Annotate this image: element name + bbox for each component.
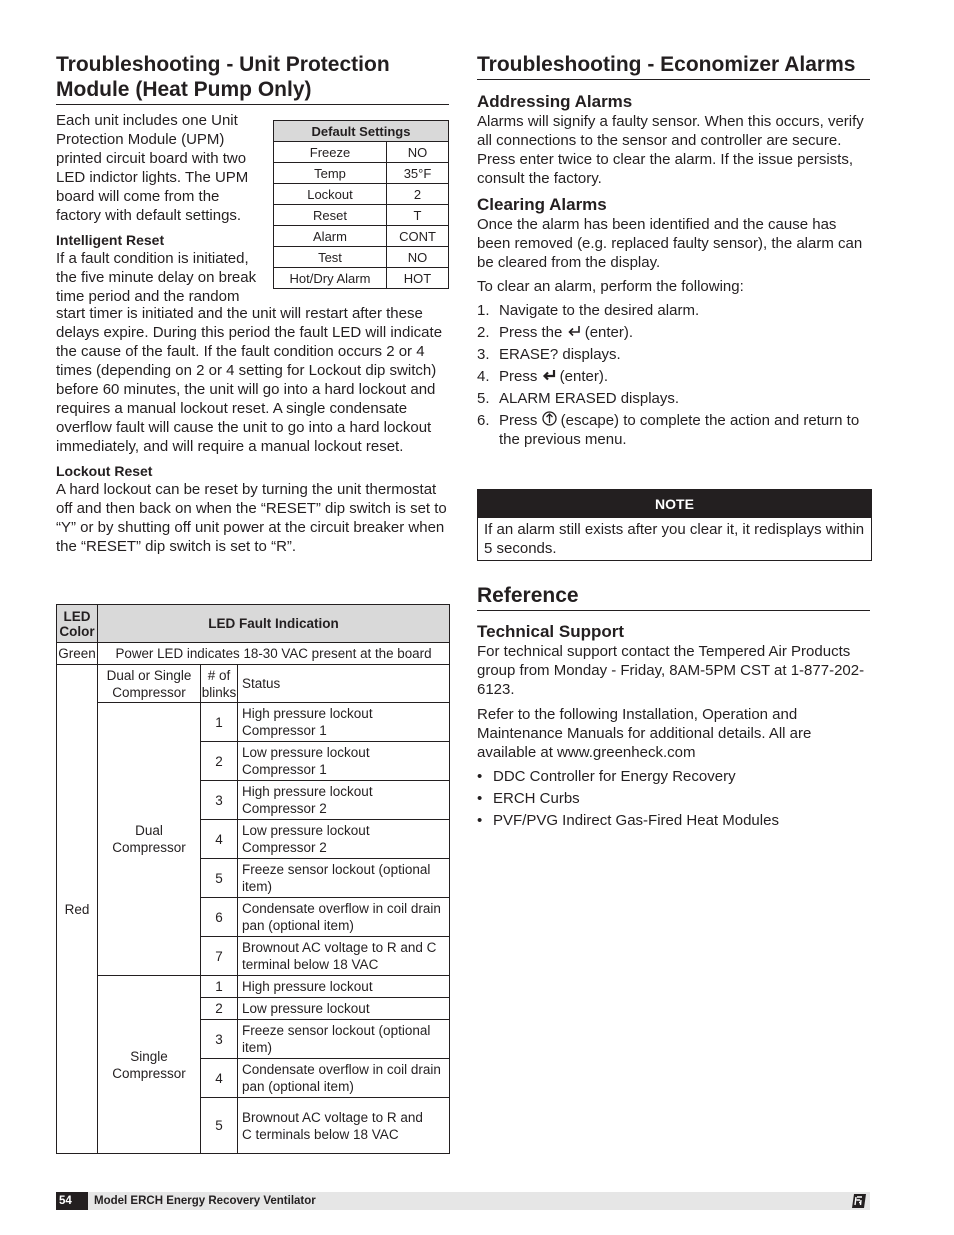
- list-item: 5. ALARM ERASED displays.: [477, 390, 680, 407]
- enter-icon: [542, 369, 556, 382]
- table-row: 6 Condensate overflow in coil drain pan (optional item): [57, 898, 450, 937]
- table-row: Reset T: [274, 205, 449, 226]
- intro-line: factory with default settings.: [56, 207, 242, 224]
- clearing-alarms-heading: Clearing Alarms: [477, 195, 607, 214]
- manuals-list: [477, 767, 870, 830]
- economizer-heading: Troubleshooting - Economizer Alarms: [477, 52, 870, 80]
- led-color-header: LED Color: [57, 605, 98, 643]
- green-label: Green: [57, 643, 98, 665]
- lockout-reset-text: A hard lockout can be reset by turning the unit thermostat off and then back on when the “RESET” dip switch is set to “Y” or by shutting off unit power at the circuit breaker when the “RESET” dip switch is set to “R”.: [56, 481, 447, 555]
- table-row: Single Compressor 1 High pressure lockout: [57, 976, 450, 998]
- right-column: [477, 52, 870, 452]
- addressing-alarms-text: Alarms will signify a faulty sensor. When this occurs, verify all connections to the sensor and controller are secure. Press enter twice to clear the alarm. If the issue persists, consult the factory.: [477, 113, 864, 187]
- table-row: 3 High pressure lockout Compressor 2: [57, 781, 450, 820]
- blinks-col-header: # of blinks: [201, 665, 238, 703]
- intro-line: board will come from the: [56, 188, 220, 205]
- note-header: NOTE: [478, 490, 871, 518]
- table-row: 3 Freeze sensor lockout (optional item): [57, 1020, 450, 1059]
- intelligent-reset-text: start timer is initiated and the unit will restart after these delays expire. During this period the fault LED will indicate the cause of the fault. If the fault condition occurs 2 or 4 times (depending on 2 or 4 setting for Lockout dip switch) before 60 minutes, the unit will go into a hard lockout and requires a manual lockout reset. A single condensate overflow fault will cause the unit to go into a hard lockout immediately, and will require a manual lockout reset.: [56, 305, 443, 455]
- led-fault-header: LED Fault Indication: [98, 605, 450, 643]
- page-footer: [56, 1192, 870, 1210]
- reference-section: [477, 583, 870, 833]
- intro-line: Each unit includes one Unit: [56, 112, 238, 129]
- default-settings-header: Default Settings: [274, 121, 449, 142]
- addressing-alarms-heading: Addressing Alarms: [477, 92, 633, 111]
- clearing-alarms-text: Once the alarm has been identified and the cause has been removed (e.g. replaced faulty sensor), the alarm can be cleared from the display.: [477, 216, 863, 271]
- intro-line: printed circuit board with two: [56, 150, 247, 167]
- list-item: 3. ERASE? displays.: [477, 346, 621, 363]
- led-fault-table: [56, 604, 450, 1154]
- list-item: 2. Press the (enter).: [477, 324, 634, 341]
- intro-line: Protection Module (UPM): [56, 131, 225, 148]
- enter-icon: [567, 325, 581, 338]
- table-row: Lockout 2: [274, 184, 449, 205]
- compressor-col-header: Dual or Single Compressor: [98, 665, 201, 703]
- clear-steps-list: [477, 301, 870, 449]
- table-row: Hot/Dry Alarm HOT: [274, 268, 449, 289]
- status-col-header: Status: [238, 665, 450, 703]
- list-item: • ERCH Curbs: [477, 789, 870, 808]
- table-row: 5 Brownout AC voltage to R and C terminals below 18 VAC: [57, 1098, 450, 1154]
- default-settings-table: [273, 120, 449, 289]
- list-item: 6. Press (escape) to complete the action and return to the previous menu.: [477, 412, 860, 448]
- green-text: Power LED indicates 18-30 VAC present at the board: [98, 643, 450, 665]
- page-number: 54: [56, 1192, 88, 1210]
- refer-text: Refer to the following Installation, Operation and Maintenance Manuals for additional details. All are available at www.greenheck.com: [477, 706, 812, 761]
- intelligent-reset-line: the five minute delay on break: [56, 269, 257, 286]
- lockout-reset-heading: Lockout Reset: [56, 463, 153, 479]
- list-item: 1. Navigate to the desired alarm.: [477, 302, 700, 319]
- note-text: If an alarm still exists after you clear it, it redisplays within 5 seconds.: [484, 521, 865, 557]
- table-row: 7 Brownout AC voltage to R and C terminal below 18 VAC: [57, 937, 450, 976]
- footer-title: Model ERCH Energy Recovery Ventilator: [94, 1195, 316, 1207]
- escape-icon: [542, 411, 557, 426]
- table-row: 2 Low pressure lockout Compressor 1: [57, 742, 450, 781]
- greenheck-logo-icon: [851, 1193, 867, 1209]
- table-row: 2 Low pressure lockout: [57, 998, 450, 1020]
- intro-line: LED indictor lights. The UPM: [56, 169, 249, 186]
- table-row: Freeze NO: [274, 142, 449, 163]
- intelligent-reset-continued: [56, 304, 449, 556]
- table-row: Dual Compressor 1 High pressure lockout Compressor 1: [57, 703, 450, 742]
- list-item: • PVF/PVG Indirect Gas-Fired Heat Modules: [477, 811, 870, 830]
- list-item: • DDC Controller for Energy Recovery: [477, 767, 870, 786]
- list-item: 4. Press (enter).: [477, 368, 609, 385]
- technical-support-heading: Technical Support: [477, 622, 625, 641]
- clear-intro-text: To clear an alarm, perform the following:: [477, 278, 744, 295]
- intelligent-reset-line: If a fault condition is initiated,: [56, 250, 249, 267]
- table-row: 4 Low pressure lockout Compressor 2: [57, 820, 450, 859]
- intelligent-reset-line: time period and the random: [56, 288, 240, 305]
- table-row: Test NO: [274, 247, 449, 268]
- note-box: [477, 489, 872, 561]
- reference-heading: Reference: [477, 583, 870, 611]
- table-row: 4 Condensate overflow in coil drain pan (optional item): [57, 1059, 450, 1098]
- dual-compressor-label: Dual Compressor: [98, 703, 201, 976]
- table-row: Temp 35°F: [274, 163, 449, 184]
- left-column: [56, 52, 449, 105]
- single-compressor-label: Single Compressor: [98, 976, 201, 1154]
- red-label: Red: [57, 665, 98, 1154]
- upm-intro: [56, 111, 266, 306]
- table-row: 5 Freeze sensor lockout (optional item): [57, 859, 450, 898]
- table-row: Alarm CONT: [274, 226, 449, 247]
- technical-support-text: For technical support contact the Tempered Air Products group from Monday - Friday, 8AM-5PM CST at 1-877-202-6123.: [477, 643, 865, 698]
- intelligent-reset-heading: Intelligent Reset: [56, 232, 165, 248]
- upm-heading: Troubleshooting - Unit Protection Module (Heat Pump Only): [56, 52, 449, 105]
